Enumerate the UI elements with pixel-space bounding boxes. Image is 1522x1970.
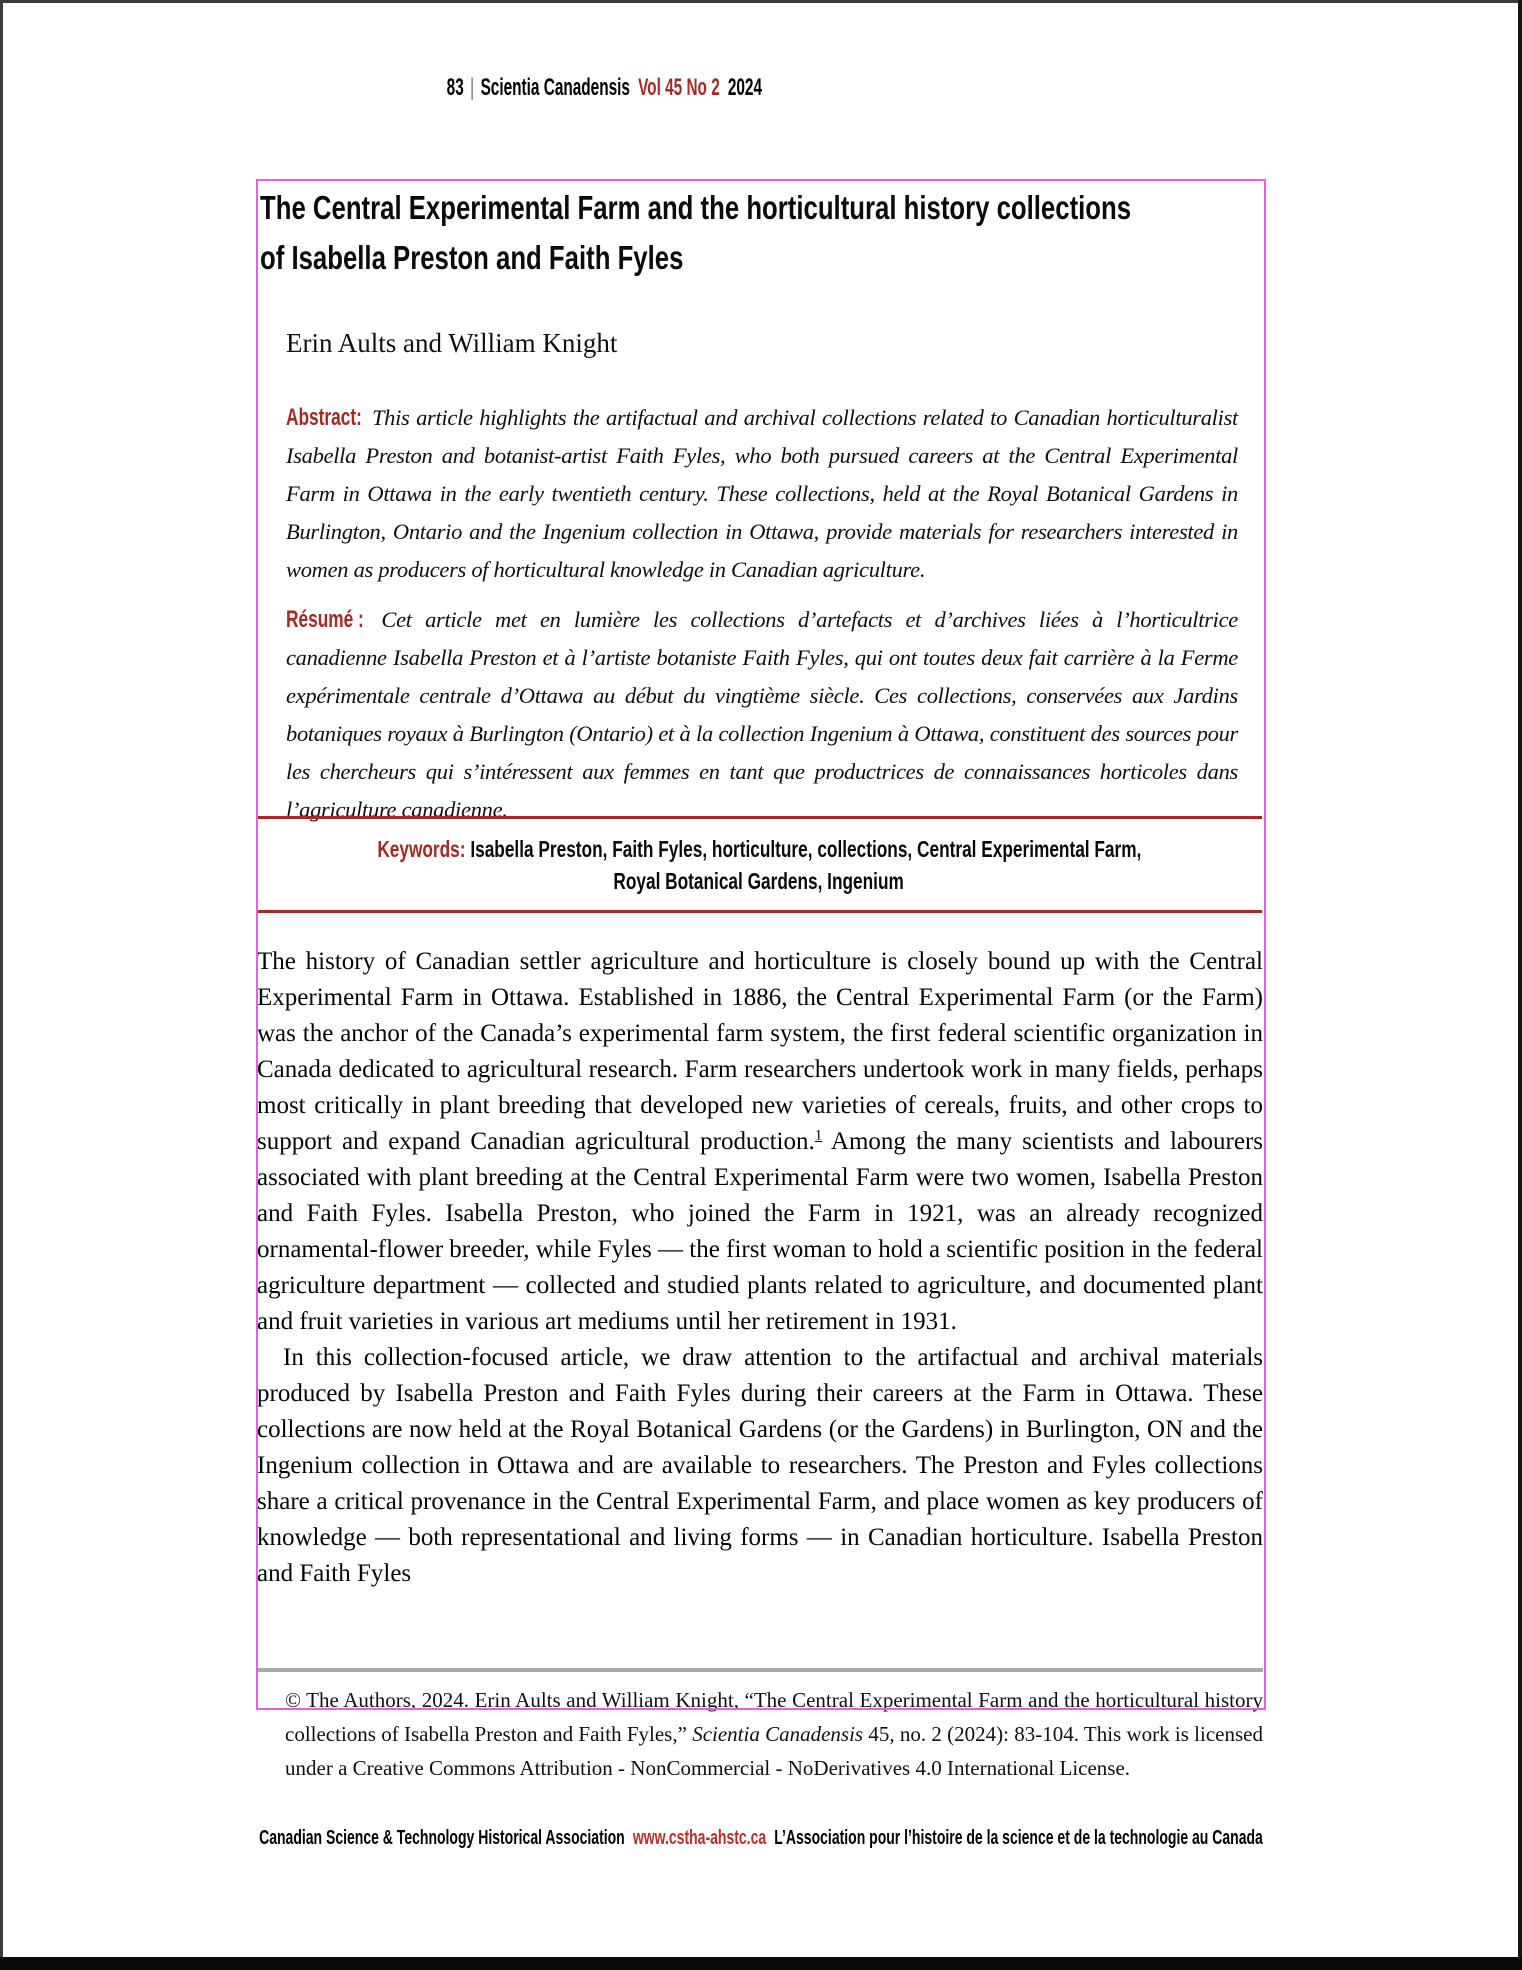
page-edge-left	[0, 0, 3, 1970]
copyright-note	[285, 1683, 1263, 1785]
resume-block	[286, 601, 1238, 829]
running-head	[0, 74, 1208, 102]
association-name-en: Canadian Science & Technology Historical Association	[259, 1827, 625, 1849]
keywords-list-line1: Isabella Preston, Faith Fyles, horticulture, collections, Central Experimental Farm,	[469, 835, 1142, 862]
body-p1-after-note: Among the many scientists and labourers associated with plant breeding at the Central Experimental Farm were two women, Isabella Preston and Faith Fyles. Isabella Preston, who joined the Farm in 1921, was an already recognized ornamental-flower breeder, while Fyles — the first woman to hold a scientific position in the federal agriculture department — collected and studied plants related to agriculture, and documented plant and fruit varieties in various art mediums until her retirement in 1931.	[257, 1128, 1264, 1335]
body-paragraph-1	[257, 944, 1263, 1340]
abstract-label: Abstract:	[286, 404, 362, 431]
article-title-line1: The Central Experimental Farm and the horticultural history collections	[260, 189, 1132, 226]
copyright-text-after: 45, no. 2 (2024): 83-104. This work is licensed under a Creative Commons Attribution - NonCommercial - NoDerivatives 4.0 International License.	[285, 1722, 1263, 1780]
article-title-line2: of Isabella Preston and Faith Fyles	[260, 239, 684, 276]
abstract-block	[286, 399, 1238, 589]
issue-year: 2024	[727, 74, 762, 101]
footnote-1-link[interactable]: 1	[814, 1127, 823, 1144]
volume-issue: Vol 45 No 2	[637, 74, 720, 101]
keywords-line1	[377, 833, 1141, 865]
page-edge-bottom	[0, 1957, 1522, 1970]
keywords-label: Keywords:	[376, 835, 466, 862]
journal-name: Scientia Canadensis	[480, 74, 630, 101]
resume-label: Résumé :	[286, 606, 364, 633]
body-p1-before-note: The history of Canadian settler agriculture and horticulture is closely bound up with the Central Experimental Farm in Ottawa. Established in 1886, the Central Experimental Farm (or the Farm) was the anchor of the Canada’s experimental farm system, the first federal scientific organization in Canada dedicated to agricultural research. Farm researchers undertook work in many fields, perhaps most critically in plant breeding that developed new varieties of cereals, fruits, and other crops to support and expand Canadian agricultural production.	[257, 948, 1263, 1155]
footnote-divider-rule	[257, 1668, 1263, 1672]
keywords-band	[256, 816, 1262, 913]
copyright-text-before: © The Authors, 2024. Erin Aults and William Knight, “The Central Experimental Farm and the horticultural history collections of Isabella Preston and Faith Fyles,”	[285, 1688, 1263, 1746]
page-number: 83	[446, 74, 464, 101]
article-body	[257, 944, 1263, 1592]
body-paragraph-2: In this collection-focused article, we draw attention to the artifactual and archival materials produced by Isabella Preston and Faith Fyles during their careers at the Farm in Ottawa. These collections are now held at the Royal Botanical Gardens (or the Gardens) in Burlington, ON and the Ingenium collection in Ottawa and are available to researchers. The Preston and Fyles collections share a critical provenance in the Central Experimental Farm, and place women as key producers of knowledge — both representational and living forms — in Canadian horticulture. Isabella Preston and Faith Fyles	[257, 1344, 1263, 1587]
page-edge-top	[0, 0, 1522, 3]
header-separator: |	[469, 74, 474, 101]
resume-text: Cet article met en lumière les collections d’artefacts et d’archives liées à l’horticultrice canadienne Isabella Preston et à l’artiste botaniste Faith Fyles, qui ont toutes deux fait carrière à la Ferme expérimentale centrale d’Ottawa au début du vingtième siècle. Ces collections, conservées aux Jardins botaniques royaux à Burlington (Ontario) et à la collection Ingenium à Ottawa, constituent des sources pour les chercheurs qui s’intéressent aux femmes en tant que productrices de connaissances horticoles dans l’agriculture canadienne.	[286, 607, 1238, 822]
keywords-line2: Royal Botanical Gardens, Ingenium	[613, 867, 905, 894]
copyright-journal-title: Scientia Canadensis	[692, 1722, 864, 1746]
association-name-fr: L’Association pour l’histoire de la science et de la technologie au Canada	[774, 1827, 1263, 1849]
page-edge-right	[1518, 0, 1522, 1970]
association-footer	[0, 1827, 1522, 1850]
association-url-link[interactable]: www.cstha-ahstc.ca	[632, 1827, 767, 1849]
article-title	[260, 183, 1131, 283]
abstract-text: This article highlights the artifactual and archival collections related to Canadian horticulturalist Isabella Preston and botanist-artist Faith Fyles, who both pursued careers at the Central Experimental Farm in Ottawa in the early twentieth century. These collections, held at the Royal Botanical Gardens in Burlington, Ontario and the Ingenium collection in Ottawa, provide materials for researchers interested in women as producers of horticultural knowledge in Canadian agriculture.	[286, 405, 1238, 582]
author-byline: Erin Aults and William Knight	[286, 328, 618, 358]
